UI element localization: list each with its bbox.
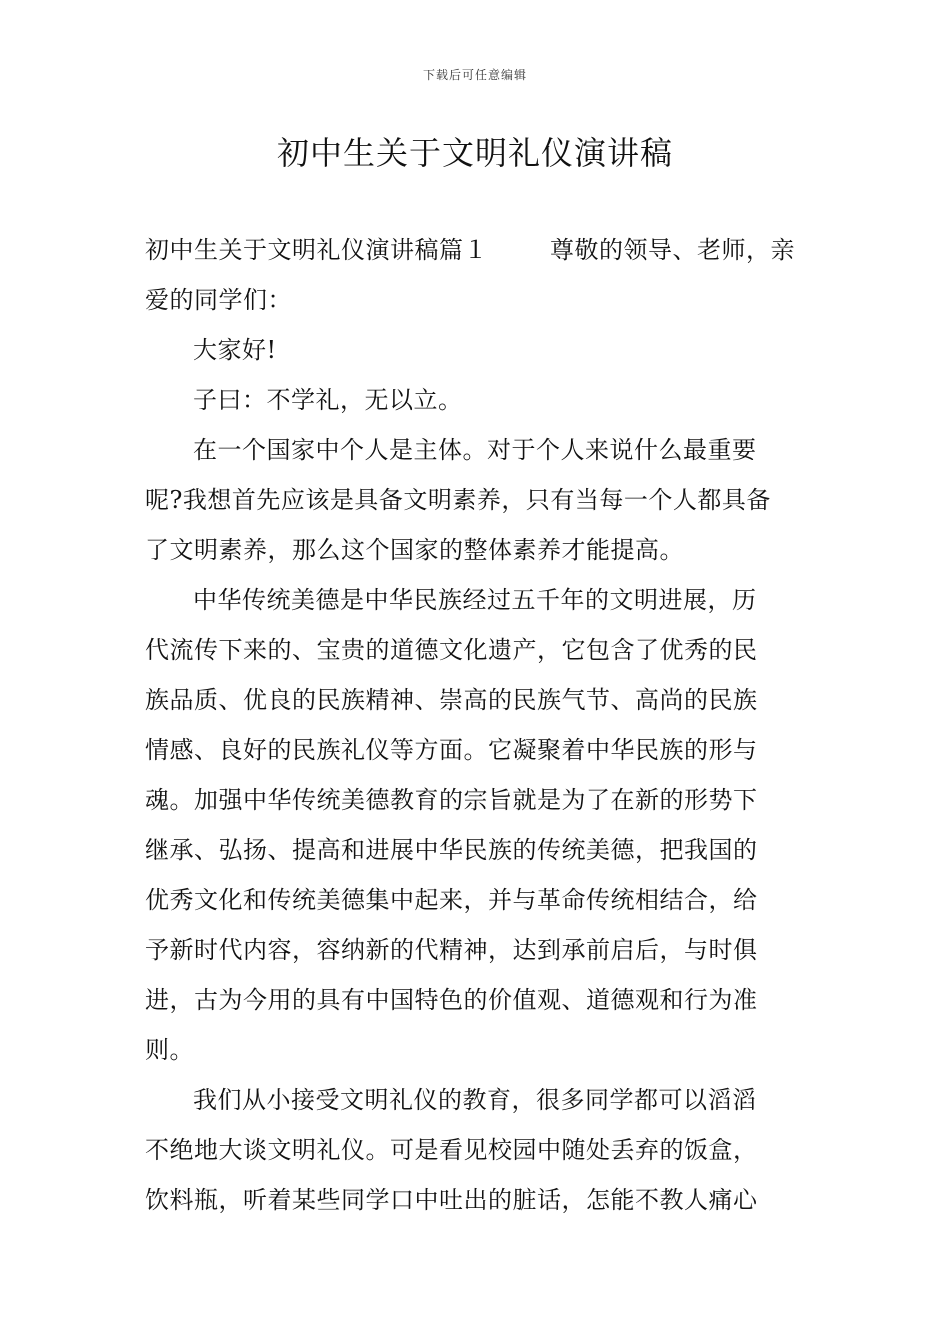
paragraph-line: 继承、弘扬、提高和进展中华民族的传统美德，把我国的 bbox=[145, 836, 758, 864]
paragraph-line: 我们从小接受文明礼仪的教育，很多同学都可以滔滔 bbox=[193, 1086, 757, 1114]
paragraph-line: 了文明素养，那么这个国家的整体素养才能提高。 bbox=[145, 536, 684, 564]
paragraph-line: 饮料瓶，听着某些同学口中吐出的脏话，怎能不教人痛心 bbox=[145, 1186, 758, 1214]
paragraph-line: 进，古为今用的具有中国特色的价值观、道德观和行为准 bbox=[145, 986, 758, 1014]
paragraph-line: 代流传下来的、宝贵的道德文化遗产，它包含了优秀的民 bbox=[145, 636, 758, 664]
paragraph-line: 子曰：不学礼，无以立。 bbox=[193, 386, 463, 414]
paragraph-list bbox=[145, 325, 805, 1225]
paragraph-line: 呢?我想首先应该是具备文明素养，只有当每一个人都具备 bbox=[145, 486, 771, 514]
paragraph-line: 情感、良好的民族礼仪等方面。它凝聚着中华民族的形与 bbox=[145, 736, 758, 764]
intro-heading: 初中生关于文明礼仪演讲稿篇１ bbox=[145, 236, 488, 264]
body-paragraph bbox=[145, 325, 805, 375]
body-paragraph bbox=[145, 375, 805, 425]
body-paragraph bbox=[145, 575, 805, 1075]
paragraph-line: 大家好! bbox=[193, 336, 277, 364]
document-body bbox=[145, 225, 805, 1225]
paragraph-line: 族品质、优良的民族精神、崇高的民族气节、高尚的民族 bbox=[145, 686, 758, 714]
header-note: 下载后可任意编辑 bbox=[422, 68, 527, 82]
intro-line-1 bbox=[145, 225, 805, 275]
document-title: 初中生关于文明礼仪演讲稿 bbox=[276, 134, 673, 172]
intro-line-2: 爱的同学们： bbox=[145, 286, 292, 314]
paragraph-line: 在一个国家中个人是主体。对于个人来说什么最重要 bbox=[193, 436, 757, 464]
intro-paragraph bbox=[145, 225, 805, 325]
paragraph-line: 优秀文化和传统美德集中起来，并与革命传统相结合，给 bbox=[145, 886, 758, 914]
paragraph-line: 予新时代内容，容纳新的代精神，达到承前启后，与时俱 bbox=[145, 936, 758, 964]
body-paragraph bbox=[145, 1075, 805, 1225]
paragraph-line: 魂。加强中华传统美德教育的宗旨就是为了在新的形势下 bbox=[145, 786, 758, 814]
paragraph-line: 不绝地大谈文明礼仪。可是看见校园中随处丢弃的饭盒， bbox=[145, 1136, 758, 1164]
intro-greeting: 尊敬的领导、老师，亲 bbox=[550, 236, 795, 264]
body-paragraph bbox=[145, 425, 805, 575]
paragraph-line: 中华传统美德是中华民族经过五千年的文明进展，历 bbox=[193, 586, 757, 614]
paragraph-line: 则。 bbox=[145, 1036, 194, 1064]
